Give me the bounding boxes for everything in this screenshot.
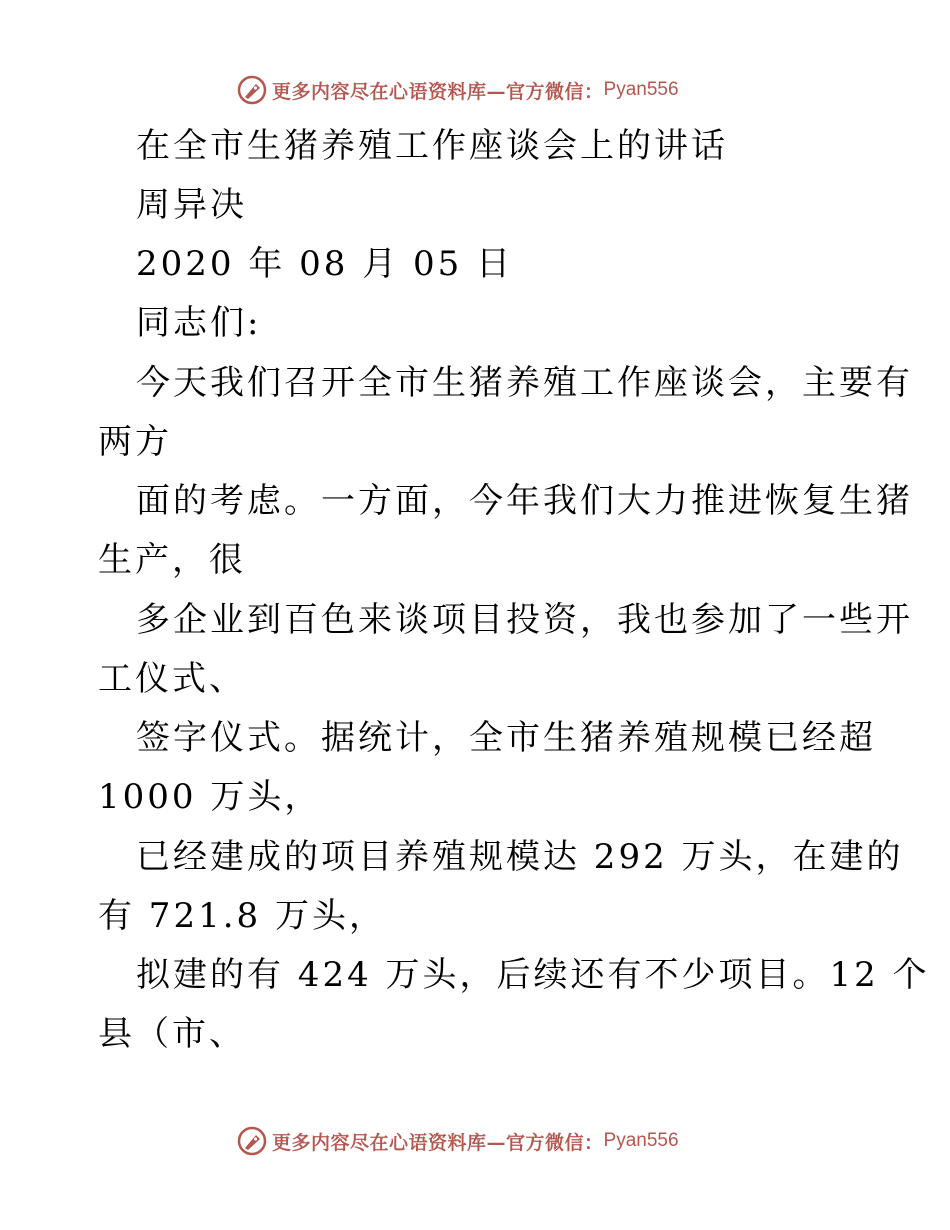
document-date: 2020 年 08 月 05 日 bbox=[136, 244, 514, 284]
watermark-text: 更多内容尽在心语资料库—官方微信： bbox=[272, 80, 604, 103]
footer-watermark bbox=[236, 1123, 679, 1159]
paragraph-line: 有 721.8 万头， bbox=[98, 896, 386, 936]
paragraph-line: 县（市、 bbox=[98, 1014, 246, 1054]
header-watermark bbox=[236, 72, 679, 108]
watermark-text: 更多内容尽在心语资料库—官方微信： bbox=[272, 1131, 604, 1154]
paragraph-line: 签字仪式。据统计，全市生猪养殖规模已经超 bbox=[136, 718, 876, 758]
watermark-wechat-id: Pyan556 bbox=[603, 1130, 679, 1151]
pen-nib-logo-icon bbox=[236, 74, 268, 106]
pen-nib-logo-icon bbox=[236, 1125, 268, 1157]
paragraph-line: 两方 bbox=[98, 422, 172, 462]
paragraph-line: 面的考虑。一方面，今年我们大力推进恢复生猪 bbox=[136, 481, 913, 521]
paragraph-line: 生产，很 bbox=[98, 540, 246, 580]
paragraph-line: 已经建成的项目养殖规模达 292 万头，在建的 bbox=[136, 837, 904, 877]
document-salutation: 同志们: bbox=[136, 303, 262, 343]
document-title: 在全市生猪养殖工作座谈会上的讲话 bbox=[136, 126, 728, 166]
paragraph-line: 1000 万头， bbox=[98, 777, 322, 817]
document-author: 周异决 bbox=[136, 185, 247, 225]
paragraph-line: 工仪式、 bbox=[98, 659, 246, 699]
watermark-wechat-id: Pyan556 bbox=[603, 79, 679, 100]
paragraph-line: 多企业到百色来谈项目投资，我也参加了一些开 bbox=[136, 600, 913, 640]
paragraph-line: 今天我们召开全市生猪养殖工作座谈会，主要有 bbox=[136, 363, 913, 403]
paragraph-line: 拟建的有 424 万头，后续还有不少项目。12 个 bbox=[136, 955, 930, 995]
